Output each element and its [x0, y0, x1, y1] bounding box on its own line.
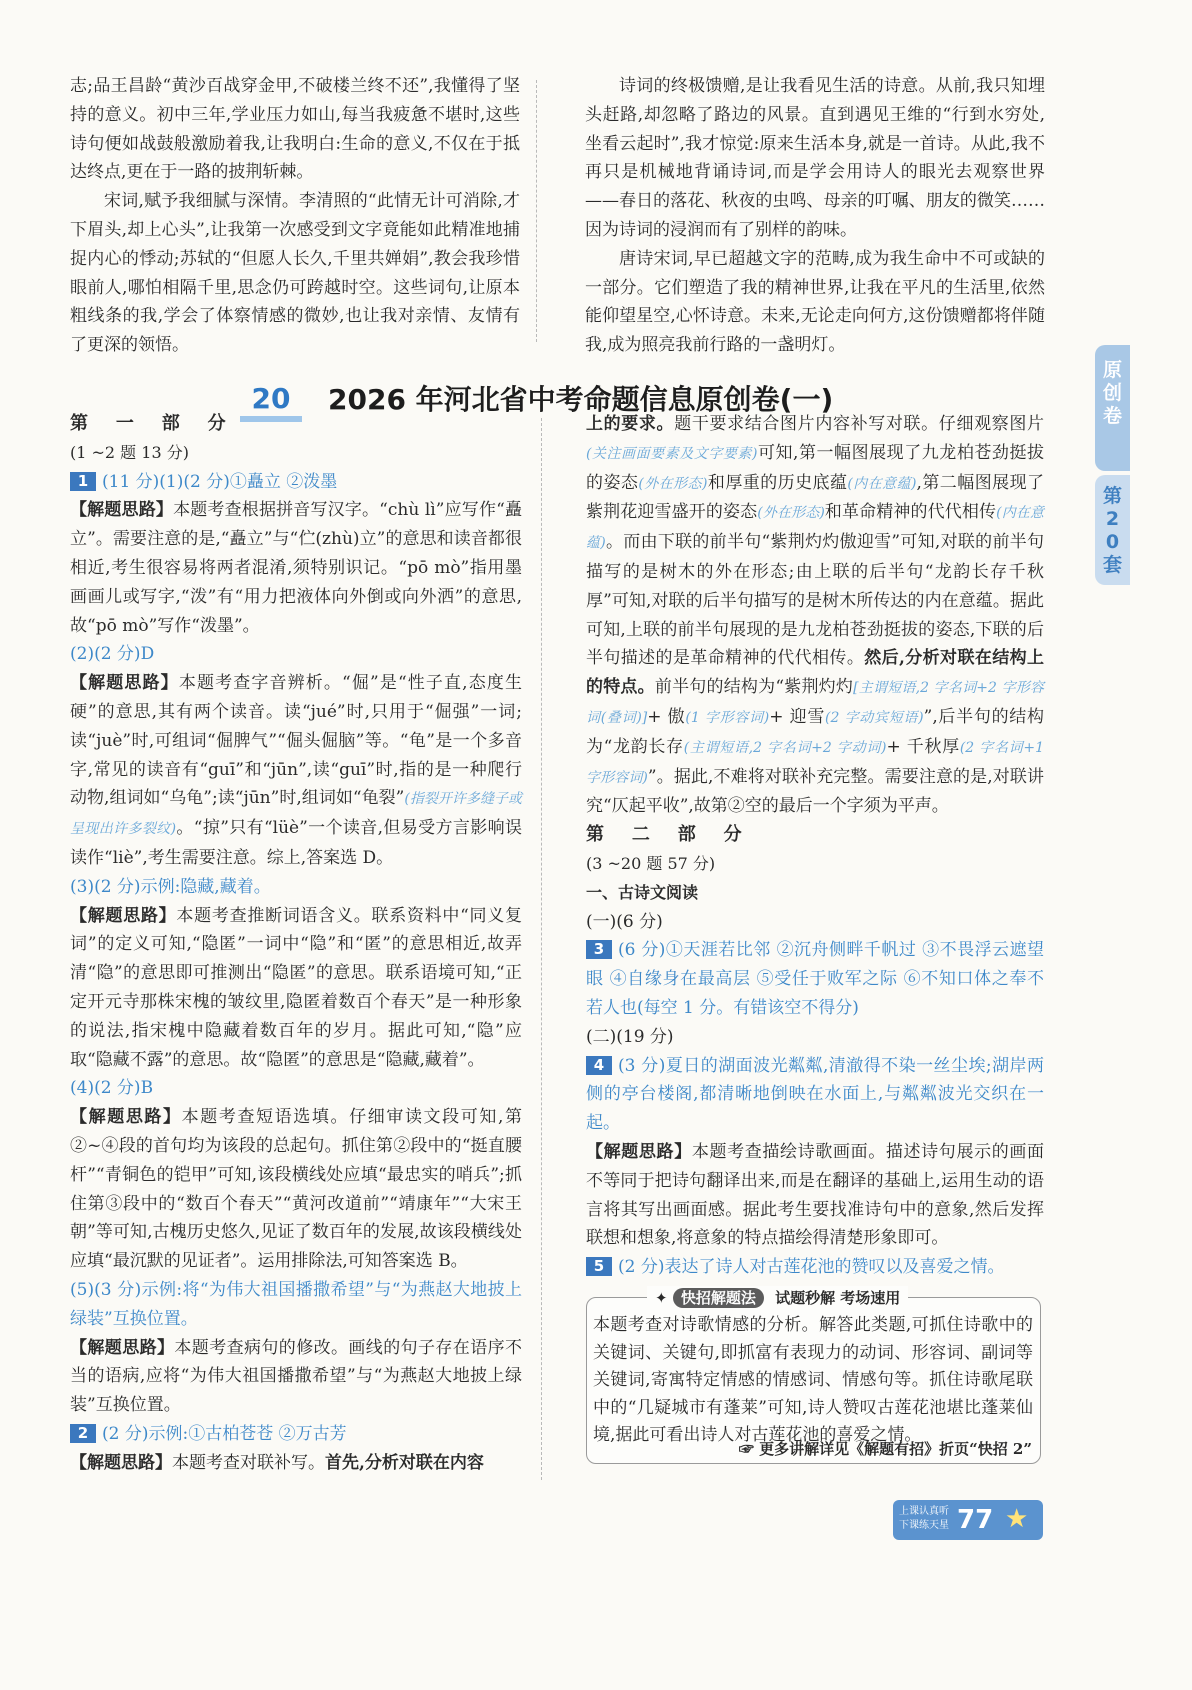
side-tab-label: 原创卷: [1102, 359, 1122, 427]
top-left-column: [70, 72, 520, 360]
answer-line: (4)(2 分)B: [70, 1078, 154, 1099]
side-tab-original: [1095, 345, 1130, 471]
analysis-note: (2 字动宾短语): [825, 709, 924, 726]
answer-line: [70, 1420, 522, 1449]
column-divider: [536, 80, 537, 342]
analysis-text: 题干要求结合图片内容补写对联。仔细观察图片: [674, 414, 1045, 434]
star-icon: ★: [1005, 1504, 1029, 1534]
analysis-text: 本题考查病句的修改。画线的句子存在语序不当的语病,应将“为伟大祖国播撒希望”与“为燕赵大地披上绿装”互换位置。: [70, 1337, 523, 1416]
column-divider: [541, 418, 542, 1480]
analysis: [586, 410, 1044, 821]
analysis: [586, 1138, 1044, 1253]
lightbulb-icon: ✦: [655, 1289, 668, 1307]
part-subheading: (1 ~2 题 13 分): [70, 442, 189, 462]
answer-line: [586, 1052, 1044, 1138]
question-number: 5: [586, 1257, 612, 1276]
answer-text: (2 分)示例:①古柏苍苍 ②万古芳: [102, 1423, 347, 1444]
quick-tip-title: 快招解题法: [673, 1288, 764, 1308]
quick-tip-subtitle: 试题秒解 考场速用: [775, 1289, 901, 1307]
quick-tip-box: [586, 1289, 1041, 1464]
analysis-emphasis: 上的要求。: [586, 414, 675, 434]
answer-text: (3 分)夏日的湖面波光粼粼,清澈得不染一丝尘埃;湖岸两侧的亭台楼阁,都清晰地倒映在水面上,与粼粼波光交织在一起。: [586, 1055, 1044, 1134]
analysis: [70, 1449, 522, 1478]
part-subheading: (3 ~20 题 57 分): [586, 853, 716, 873]
analysis-emphasis: 然后,分析对联在结构上的特点。: [586, 648, 1044, 698]
analysis-tag: 【解题思路】: [70, 1337, 175, 1358]
analysis-text: + 迎雪: [769, 706, 826, 727]
answer-text: (11 分)(1)(2 分)①矗立 ②泼墨: [102, 471, 338, 492]
analysis: [70, 1334, 522, 1420]
answer-line: (2)(2 分)D: [70, 644, 155, 665]
answer-line: [70, 468, 522, 497]
analysis-text: 可知,第一幅图展现了九龙柏苍劲挺拔的姿态: [586, 442, 1044, 493]
analysis-text: 本题考查短语选填。仔细审读文段可知,第②~④段的首句均为该段的总起句。抓住第②段中的“挺直腰杆”“青铜色的铠甲”可知,该段横线处应填“最忠实的哨兵”;抓住第③段中的“数百个春天”“黄河改道前”“靖康年”“大宋王朝”等可知,古槐历史悠久,见证了数百年的发展,故该段横线处应填“最沉默的见证者”。运用排除法,可知答案选 B。: [70, 1107, 523, 1272]
question-number: 2: [70, 1424, 96, 1443]
analysis-note: (2 字名词+1 字形容词): [586, 739, 1044, 786]
analysis-text: ”,后半句的结构为“龙韵长存: [586, 706, 1045, 757]
analysis-text: 前半句的结构为“紫荆灼灼: [654, 677, 854, 698]
analysis: [70, 496, 522, 640]
subsection-heading: (一)(6 分): [586, 911, 663, 932]
essay-paragraph: 宋词,赋予我细腻与深情。李清照的“此情无计可消除,才下眉头,却上心头”,让我第一次感受到文字竟能如此精准地捕捉内心的悸动;苏轼的“但愿人长久,千里共婵娟”,教会我珍惜眼前人,哪怕相隔千里,思念仍可跨越时空。这些词句,让原本粗线条的我,学会了体察情感的微妙,也让我对亲情、友情有了更深的领悟。: [70, 191, 520, 356]
analysis-note: [主谓短语,2 字名词+2 字形容词(叠词)]: [586, 680, 1045, 726]
analysis-text: 。而由下联的前半句“紫荆灼灼傲迎雪”可知,对联的前半句描写的是树木的外在形态;由上联的后半句“龙韵长存千秋厚”可知,对联的后半句描写的是树木所传达的内在意蕴。据此可知,上联的前半句展现的是九龙柏苍劲挺拔的姿态,下联的后半句描述的是革命精神的代代相传。: [586, 532, 1044, 669]
analysis: [70, 669, 522, 873]
answer-line: (5)(3 分)示例:将“为伟大祖国播撒希望”与“为燕赵大地披上绿装”互换位置。: [70, 1279, 522, 1329]
answer-right-column: [586, 410, 1044, 1282]
analysis-text: 。“掠”只有“lüè”一个读音,但易受方言影响误读作“liè”,考生需要注意。综上,答案选 D。: [70, 818, 522, 868]
analysis-note: (1 字形容词): [685, 709, 770, 726]
question-number: 4: [586, 1056, 612, 1075]
quick-tip-footer: [739, 1438, 1032, 1459]
analysis-tag: 【解题思路】: [70, 500, 174, 521]
page-number-badge: [893, 1500, 1043, 1540]
quick-tip-header: [647, 1286, 908, 1310]
essay-paragraph: 唐诗宋词,早已超越文字的范畴,成为我生命中不可或缺的一部分。它们塑造了我的精神世界,让我在平凡的生活里,依然能仰望星空,心怀诗意。未来,无论走向何方,这份馈赠都将伴随我,成为照亮我前行路的一盏明灯。: [585, 248, 1045, 356]
analysis-text: 本题考查描绘诗歌画面。描述诗句展示的画面不等同于把诗句翻译出来,而是在翻译的基础上,运用生动的语言将其写出画面感。据此考生要找准诗句中的意象,然后发挥联想和想象,将意象的特点描绘得清楚形象即可。: [586, 1141, 1045, 1249]
analysis-note: (内在意蕴): [847, 475, 917, 492]
answer-text: (2 分)表达了诗人对古莲花池的赞叹以及喜爱之情。: [618, 1257, 1005, 1278]
footer-slogan-line: 上课认真听: [899, 1506, 949, 1517]
analysis-emphasis: 首先,分析对联在内容: [325, 1452, 484, 1473]
answer-left-column: [70, 410, 522, 1477]
footer-slogan-line: 下课练天星: [899, 1520, 949, 1531]
analysis-tag: 【解题思路】: [586, 1141, 692, 1162]
essay-paragraph: 志;品王昌龄“黄沙百战穿金甲,不破楼兰终不还”,我懂得了坚持的意义。初中三年,学业压力如山,每当我疲惫不堪时,这些诗句便如战鼓般激励着我,让我明白:生命的意义,不仅在于抵达终点,更在于一路的披荆斩棘。: [70, 76, 520, 183]
set-number-badge: 20: [240, 382, 302, 422]
footer-slogan: [899, 1505, 949, 1533]
analysis-text: + 傲: [647, 706, 686, 727]
side-tab-label: 第20套: [1102, 485, 1122, 576]
paper-title-text: 2026 年河北省中考命题信息原创卷(一): [328, 383, 834, 416]
answer-line: [586, 936, 1044, 1022]
subsection-heading: (二)(19 分): [586, 1026, 674, 1047]
analysis-tag: 【解题思路】: [70, 1452, 172, 1473]
quick-tip-body: 本题考查对诗歌情感的分析。解答此类题,可抓住诗歌中的关键词、关键句,即抓富有表现力的动词、形容词、副词等关键词,寄寓特定情感的情感词、情感句等。抓住诗歌尾联中的“几疑城市有蓬莱”可知,诗人赞叹古莲花池堪比蓬莱仙境,据此可看出诗人对古莲花池的喜爱之情。: [593, 1315, 1033, 1445]
analysis-text: 和革命精神的代代相传: [824, 502, 997, 523]
analysis-note: (主谓短语,2 字名词+2 字动词): [683, 739, 887, 756]
pointing-hand-icon: ☞: [738, 1440, 760, 1458]
analysis-text: 和厚重的历史底蕴: [707, 472, 848, 493]
analysis-note: (外在形态): [757, 505, 825, 522]
answer-text: (6 分)①天涯若比邻 ②沉舟侧畔千帆过 ③不畏浮云遮望眼 ④自缘身在最高层 ⑤受任于败军之际 ⑥不知口体之奉不若人也(每空 1 分。有错该空不得分): [586, 940, 1044, 1018]
analysis-text: 本题考查对联补写。: [172, 1452, 325, 1473]
analysis-text: 本题考查字音辨析。“倔”是“性子直,态度生硬”的意思,其有两个读音。读“jué”时,只用于“倔强”一词;读“juè”时,可组词“倔脾气”“倔头倔脑”等。“龟”是一个多音字,常见的读音有“guī”和“jūn”,读“guī”时,指的是一种爬行动物,组词如“乌龟”;读“jūn”时,组词如“龟裂”: [70, 673, 522, 809]
analysis-text: ,第二幅图展现了紫荆花迎雪盛开的姿态: [586, 472, 1045, 523]
analysis-text: 本题考查根据拼音写汉字。“chù lì”应写作“矗立”。需要注意的是,“矗立”与“伫(zhù)立”的意思和读音都很相近,考生很容易将两者混淆,须特别识记。“pō mò”指用墨画画儿或写字,“泼”有“用力把液体向外倒或向外洒”的意思,故“pō mò”写作“泼墨”。: [70, 500, 522, 636]
analysis-tag: 【解题思路】: [70, 673, 179, 694]
analysis-tag: 【解题思路】: [70, 905, 177, 926]
side-tab-set: [1095, 475, 1130, 585]
analysis-text: + 千秋厚: [886, 736, 960, 757]
analysis-note: (关注画面要素及文字要素): [586, 445, 758, 462]
analysis-tag: 【解题思路】: [70, 1107, 182, 1128]
part-heading: 第 二 部 分: [586, 824, 753, 846]
top-right-column: [585, 72, 1045, 360]
quick-tip-footer-text: 更多讲解详见《解题有招》折页“快招 2”: [759, 1440, 1032, 1458]
analysis-note: (外在形态): [638, 475, 708, 492]
essay-paragraph: 诗词的终极馈赠,是让我看见生活的诗意。从前,我只知埋头赶路,却忽略了路边的风景。直到遇见王维的“行到水穷处,坐看云起时”,我才惊觉:原来生活本身,就是一首诗。从此,我不再只是机械地背诵诗词,而是学会用诗人的眼光去观察世界——春日的落花、秋夜的虫鸣、母亲的叮嘱、朋友的微笑……因为诗词的浸润而有了别样的韵味。: [585, 76, 1045, 240]
page-number: 77: [957, 1505, 994, 1535]
part-heading: 第 一 部 分: [70, 413, 237, 434]
analysis-text: 本题考查推断词语含义。联系资料中“同义复词”的定义可知,“隐匿”一词中“隐”和“匿”的意思相近,故弄清“隐”的意思即可推测出“隐匿”的意思。联系语境可知,“正定开元寺那株宋槐的皱纹里,隐匿着数百个春天”是一种形象的说法,指宋槐中隐藏着数百年的岁月。据此可知,“隐”应取“隐藏不露”的意思。故“隐匿”的意思是“隐藏,藏着”。: [70, 905, 523, 1070]
question-number: 3: [586, 940, 612, 959]
analysis-text: ”。据此,不难将对联补充完整。需要注意的是,对联讲究“仄起平收”,故第②空的最后一个字须为平声。: [586, 766, 1045, 817]
analysis: [70, 902, 522, 1075]
analysis-note: (指裂开许多缝子或呈现出许多裂纹): [70, 791, 522, 838]
answer-line: [586, 1253, 1044, 1282]
analysis: [70, 1103, 522, 1276]
analysis-note: (内在意蕴): [586, 505, 1045, 552]
question-number: 1: [70, 472, 96, 491]
answer-line: (3)(2 分)示例:隐藏,藏着。: [70, 876, 271, 897]
section-heading: 一、古诗文阅读: [586, 882, 699, 902]
